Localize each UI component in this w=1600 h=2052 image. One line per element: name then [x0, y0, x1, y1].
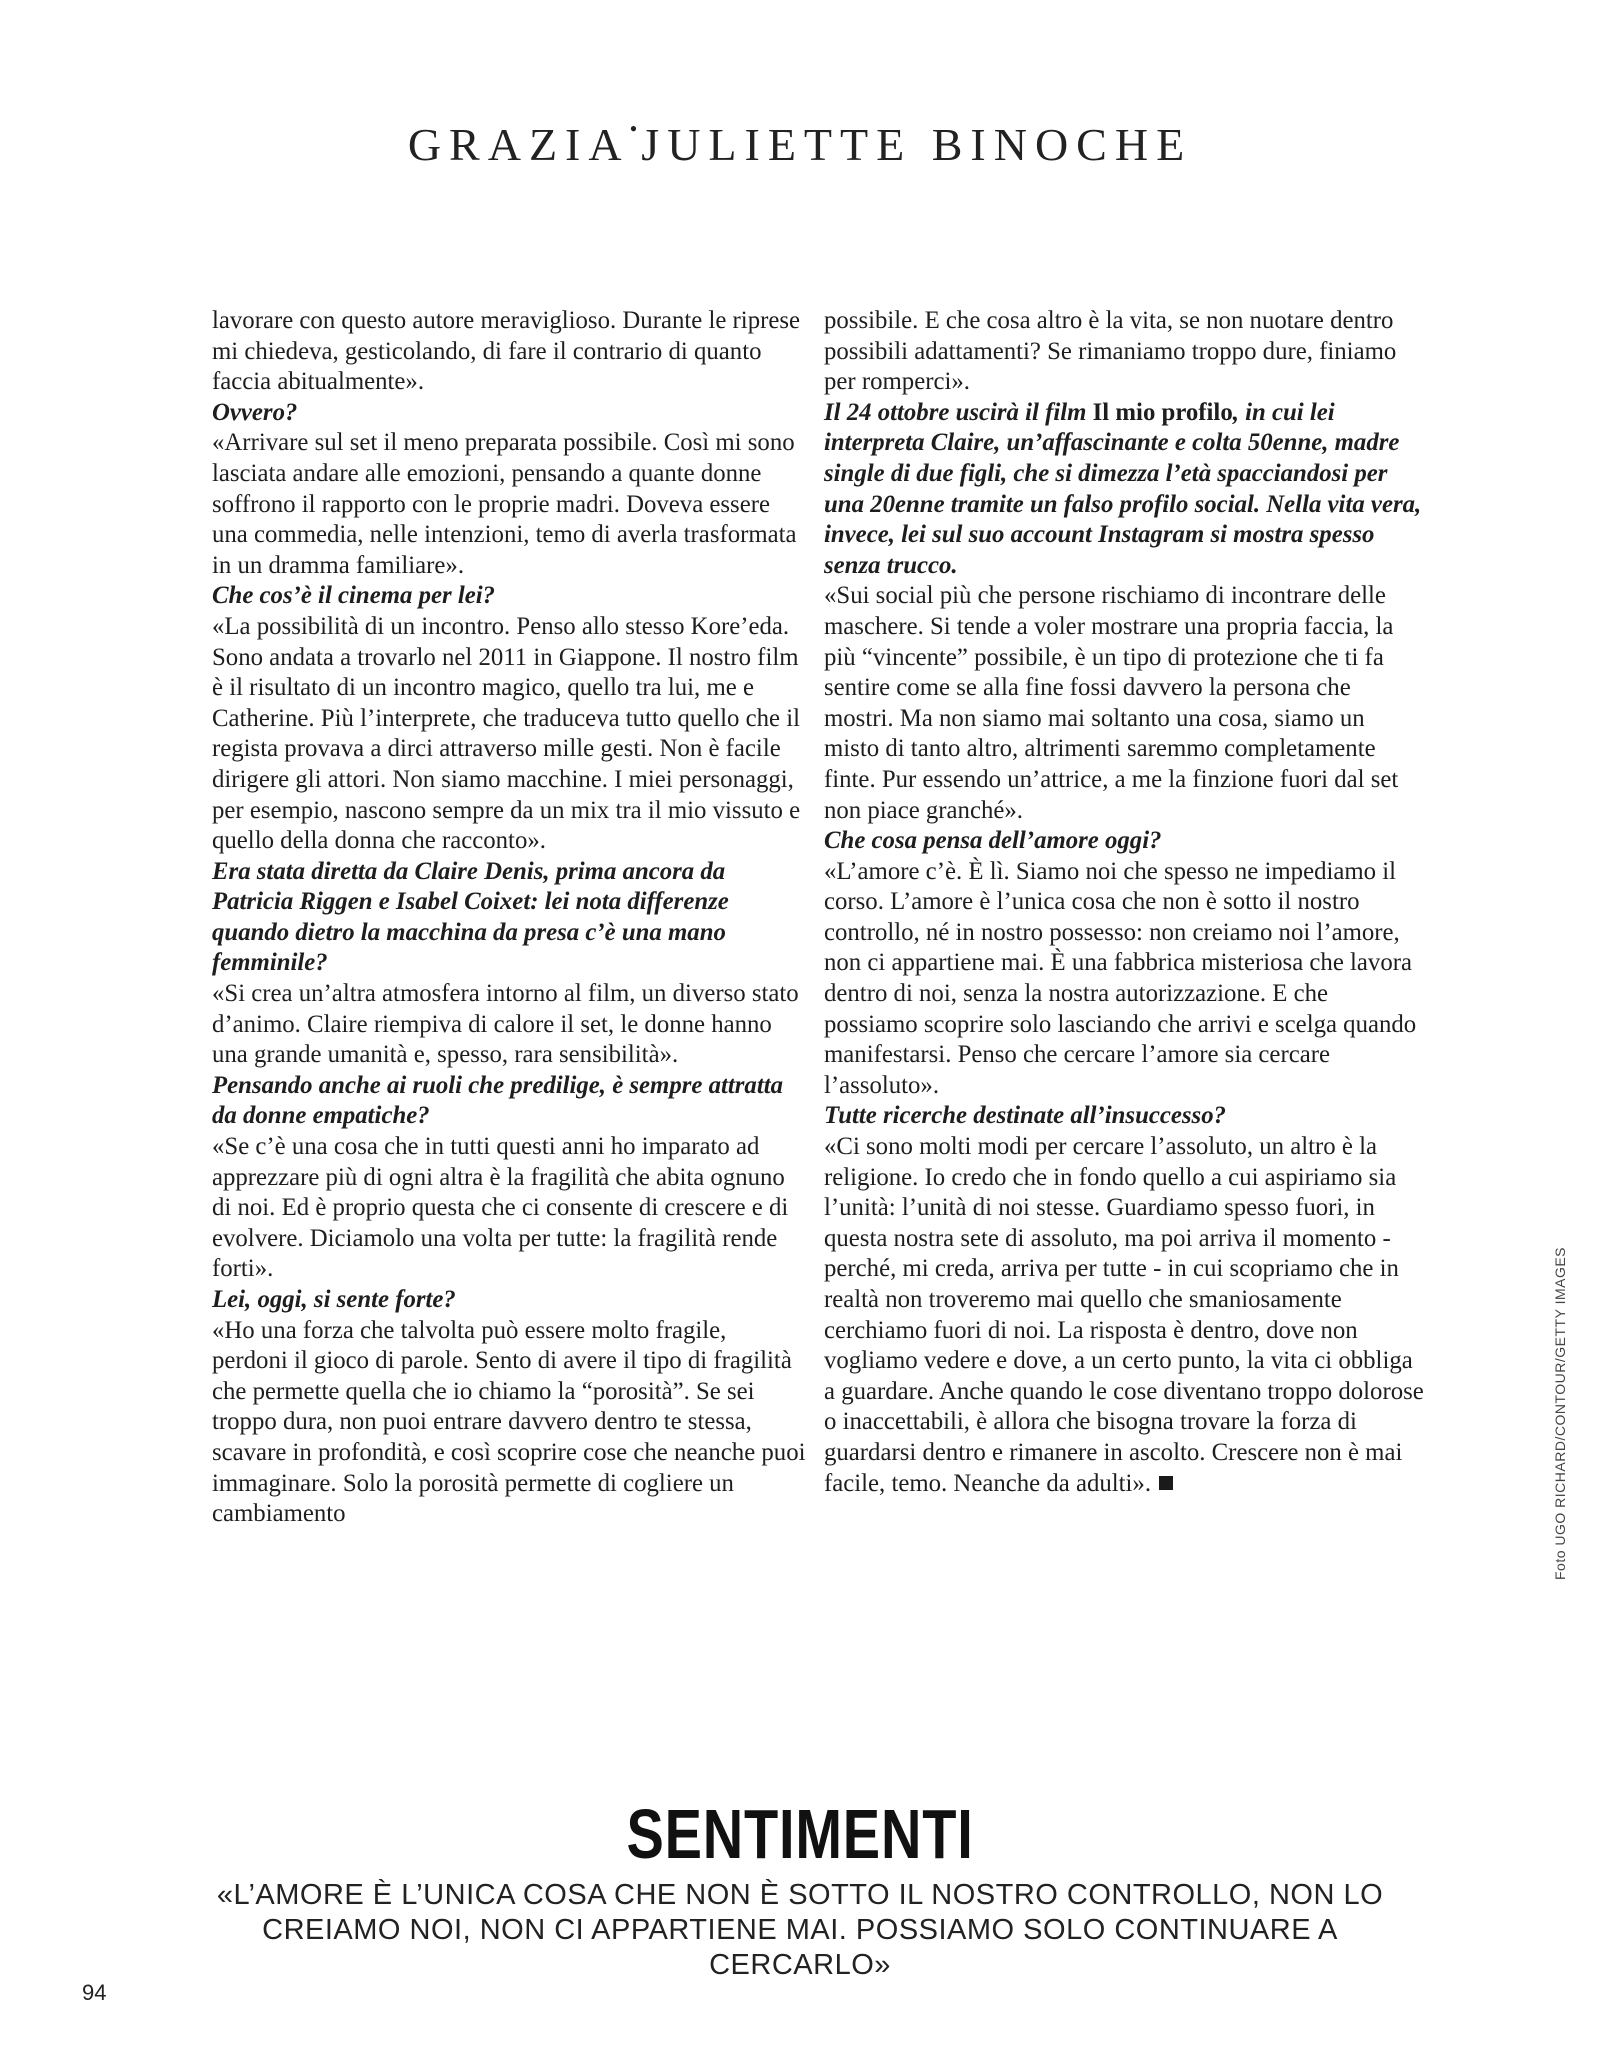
pull-quote-text: «L’AMORE È L’UNICA COSA CHE NON È SOTTO IL NOSTRO CONTROLLO, NON LO CREIAMO NOI, NON CI APPARTIENE MAI. POSSIAMO SOLO CONTINUARE A CERCARLO»: [216, 1879, 1384, 1981]
article-answer: «Sui social più che persone rischiamo di incontrare delle maschere. Si tende a voler mostrare una propria faccia, la più “vincente” possibile, è un tipo di protezione che ti fa sentire come se alla fine fossi davvero la persona che mostri. Ma non siamo mai soltanto una cosa, siamo un misto di tanto altro, altrimenti saremmo completamente finte. Pur essendo un’attrice, a me la finzione fuori dal set non piace granché».: [824, 582, 1399, 824]
photo-credit: Foto UGO RICHARD/CONTOUR/GETTY IMAGES: [1552, 1246, 1568, 1580]
article-answer: «Ho una forza che talvolta può essere molto fragile, perdoni il gioco di parole. Sento di avere il tipo di fragilità che permette quella che io chiamo la “porosità”. Se sei troppo dura, non puoi entrare davvero dentro te stessa, scavare in profondità, e così scoprire cose che neanche puoi immaginare. Solo la porosità permette di cogliere un cambiamento: [212, 1316, 806, 1528]
article-answer: possibile. E che cosa altro è la vita, se non nuotare dentro possibili adattamenti? Se rimaniamo troppo dure, finiamo per romperci».: [824, 307, 1397, 396]
article-answer: «La possibilità di un incontro. Penso allo stesso Kore’eda. Sono andata a trovarlo nel 2011 in Giappone. Il nostro film è il risultato di un incontro magico, quello tra lui, me e Catherine. Più l’interprete, che traduceva tutto quello che il regista provava a dirci attraverso mille gesti. Non è facile dirigere gli attori. Non siamo macchine. I miei personaggi, per esempio, nascono sempre da un mix tra il mio vissuto e quello della donna che racconto».: [212, 612, 801, 855]
article-answer: «Si crea un’altra atmosfera intorno al film, un diverso stato d’animo. Claire riempiva di calore il set, le donne hanno una grande umanità e, spesso, rara sensibilità».: [212, 980, 799, 1069]
final-answer-text: «Ci sono molti modi per cercare l’assoluto, un altro è la religione. Io credo che in fondo quello a cui aspiriamo sia l’unità: l’unità di noi stesse. Guardiamo spesso fuori, in questa nostra sete di assoluto, ma poi arriva il momento - perché, mi creda, arriva per tutte - in cui scopriamo che in realtà non troveremo mai quello che smaniosamente cerchiamo fuori di noi. La risposta è dentro, dove non vogliamo vedere e dove, a un certo punto, la vita ci obbliga a guardare. Anche quando le cose diventano troppo dolorose o inaccettabili, è allora che bisogna trovare la forza di guardarsi dentro e rimanere in ascolto. Crescere non è mai facile, temo. Neanche da adulti».: [824, 1133, 1424, 1497]
end-mark-icon: [1159, 1476, 1173, 1490]
article-column-left: [212, 306, 808, 1530]
article-intro: [824, 398, 1424, 582]
pull-quote-heading: SENTIMENTI: [626, 1795, 974, 1873]
article-question: Lei, oggi, si sente forte?: [212, 1286, 456, 1313]
magazine-header: [0, 101, 1600, 173]
article-answer: «Se c’è una cosa che in tutti questi anni ho imparato ad apprezzare più di ogni altra è la fragilità che abita ognuno di noi. Ed è proprio questa che ci consente di crescere e di evolvere. Diciamolo una volta per tutte: la fragilità rende forti».: [212, 1133, 789, 1283]
page-number: 94: [82, 1980, 107, 2005]
article-answer: lavorare con questo autore meraviglioso. Durante le riprese mi chiedeva, gesticolando, di fare il contrario di quanto faccia abitualmente».: [212, 307, 801, 396]
intro-text-before: Il 24 ottobre uscirà il film: [824, 398, 1093, 426]
article-answer: «L’amore c’è. È lì. Siamo noi che spesso ne impediamo il corso. L’amore è l’unica cosa che non è sotto il nostro controllo, né in nostro possesso: non creiamo noi l’amore, non ci appartiene mai. È una fabbrica misteriosa che lavora dentro di noi, senza la nostra autorizzazione. E che possiamo scoprire solo lasciando che arrivi e scelga quando manifestarsi. Penso che cercare l’amore sia cercare l’assoluto».: [824, 857, 1417, 1099]
film-title: Il mio profilo: [1092, 398, 1233, 426]
article-question: Che cosa pensa dell’amore oggi?: [824, 827, 1162, 855]
article-answer: «Arrivare sul set il meno preparata possibile. Così mi sono lasciata andare alle emozioni, pensando a quante donne soffrono il rapporto con le proprie madri. Doveva essere una commedia, nelle intenzioni, temo di averla trasformata in un dramma familiare».: [212, 429, 797, 579]
section-title: JULIETTE BINOCHE: [641, 119, 1193, 170]
article-question: Pensando anche ai ruoli che predilige, è sempre attratta da donne empatiche?: [212, 1071, 784, 1130]
article-answer-final: [824, 1132, 1424, 1499]
header-separator: •: [629, 116, 642, 141]
article-column-right: [824, 306, 1424, 1499]
article-question: Era stata diretta da Claire Denis, prima ancora da Patricia Riggen e Isabel Coixet: lei nota differenze quando dietro la macchina da presa c’è una mano femminile?: [212, 857, 729, 977]
article-question: Ovvero?: [212, 398, 298, 426]
article-question: Che cos’è il cinema per lei?: [212, 582, 496, 610]
article-question: Tutte ricerche destinate all’insuccesso?: [824, 1102, 1226, 1130]
intro-text-after: , in cui lei interpreta Claire, un’affascinante e colta 50enne, madre single di due figli, che si dimezza l’età spacciandosi per una 20enne tramite un falso profilo social. Nella vita vera, invece, lei sul suo account Instagram si mostra spesso senza trucco.: [824, 398, 1422, 579]
brand-name: GRAZIA: [407, 119, 630, 170]
